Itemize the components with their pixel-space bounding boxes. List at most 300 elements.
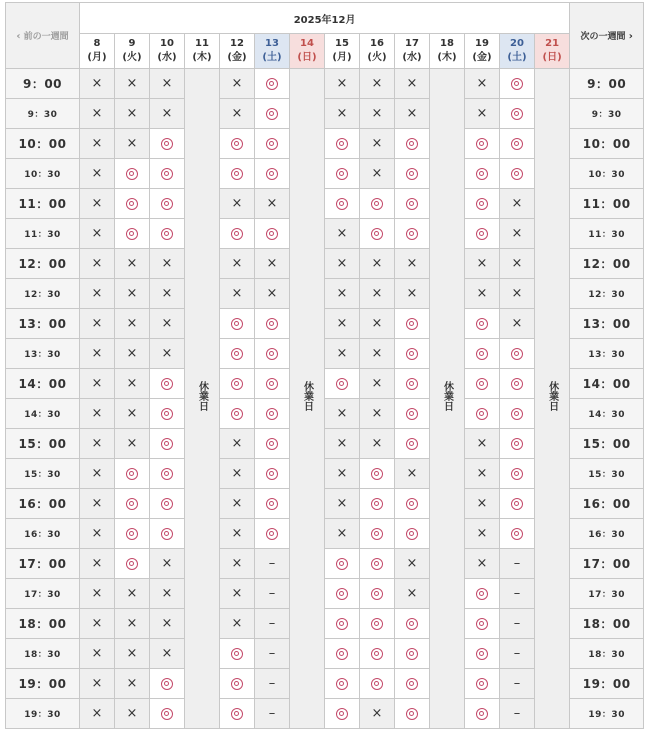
double-circle-icon: [231, 408, 243, 420]
day-header-9: [115, 34, 150, 69]
slot-full: ×: [220, 279, 255, 309]
slot-full: ×: [395, 69, 430, 99]
slot-available[interactable]: [150, 669, 185, 699]
slot-full: ×: [360, 249, 395, 279]
double-circle-icon: [161, 468, 173, 480]
slot-unavailable: –: [500, 579, 535, 609]
slot-available[interactable]: [220, 309, 255, 339]
slot-available[interactable]: [360, 459, 395, 489]
double-circle-icon: [476, 318, 488, 330]
time-label-left: 9：30: [6, 99, 80, 129]
slot-available[interactable]: [395, 189, 430, 219]
slot-full: ×: [80, 249, 115, 279]
slot-available[interactable]: [220, 699, 255, 729]
slot-available[interactable]: [465, 609, 500, 639]
slot-available[interactable]: [220, 399, 255, 429]
time-label-left: 18：00: [6, 609, 80, 639]
slot-full: ×: [115, 399, 150, 429]
slot-available[interactable]: [325, 609, 360, 639]
double-circle-icon: [126, 168, 138, 180]
slot-full: ×: [465, 429, 500, 459]
double-circle-icon: [511, 378, 523, 390]
slot-full: ×: [115, 429, 150, 459]
slot-available[interactable]: [500, 399, 535, 429]
slot-available[interactable]: [150, 219, 185, 249]
slot-full: ×: [150, 339, 185, 369]
slot-available[interactable]: [500, 69, 535, 99]
double-circle-icon: [406, 348, 418, 360]
slot-full: ×: [465, 489, 500, 519]
slot-available[interactable]: [360, 639, 395, 669]
slot-available[interactable]: [465, 309, 500, 339]
slot-full: ×: [325, 279, 360, 309]
double-circle-icon: [406, 318, 418, 330]
time-row: [6, 69, 644, 99]
day-header-10: [150, 34, 185, 69]
slot-available[interactable]: [220, 669, 255, 699]
slot-full: ×: [150, 639, 185, 669]
double-circle-icon: [126, 558, 138, 570]
day-header-13: [255, 34, 290, 69]
double-circle-icon: [161, 528, 173, 540]
slot-available[interactable]: [150, 699, 185, 729]
slot-available[interactable]: [465, 159, 500, 189]
slot-unavailable: –: [500, 699, 535, 729]
time-label-left: 15：00: [6, 429, 80, 459]
double-circle-icon: [476, 378, 488, 390]
time-label-right: 11：30: [570, 219, 644, 249]
slot-full: ×: [500, 189, 535, 219]
double-circle-icon: [406, 678, 418, 690]
time-label-right: 9：30: [570, 99, 644, 129]
double-circle-icon: [406, 198, 418, 210]
double-circle-icon: [406, 618, 418, 630]
slot-available[interactable]: [500, 489, 535, 519]
day-header-12: [220, 34, 255, 69]
double-circle-icon: [406, 378, 418, 390]
slot-available[interactable]: [220, 159, 255, 189]
slot-available[interactable]: [465, 219, 500, 249]
slot-available[interactable]: [500, 159, 535, 189]
double-circle-icon: [161, 498, 173, 510]
double-circle-icon: [371, 558, 383, 570]
next-week-label: 次の一週間: [580, 32, 626, 42]
slot-available[interactable]: [115, 219, 150, 249]
time-label-right: 17：00: [570, 549, 644, 579]
slot-available[interactable]: [465, 639, 500, 669]
double-circle-icon: [336, 558, 348, 570]
double-circle-icon: [161, 198, 173, 210]
slot-available[interactable]: [500, 99, 535, 129]
slot-full: ×: [325, 219, 360, 249]
slot-full: ×: [80, 429, 115, 459]
slot-available[interactable]: [150, 159, 185, 189]
slot-available[interactable]: [465, 579, 500, 609]
slot-full: ×: [360, 369, 395, 399]
slot-available[interactable]: [115, 159, 150, 189]
slot-available[interactable]: [395, 339, 430, 369]
slot-full: ×: [465, 279, 500, 309]
slot-available[interactable]: [395, 639, 430, 669]
day-number: 14: [300, 38, 314, 49]
closed-day-14: [290, 69, 325, 729]
slot-available[interactable]: [255, 129, 290, 159]
day-header-21: [535, 34, 570, 69]
slot-full: ×: [220, 429, 255, 459]
double-circle-icon: [266, 468, 278, 480]
day-header-19: [465, 34, 500, 69]
slot-available[interactable]: [500, 519, 535, 549]
slot-available[interactable]: [115, 459, 150, 489]
slot-available[interactable]: [395, 399, 430, 429]
slot-full: ×: [325, 429, 360, 459]
day-header-20: [500, 34, 535, 69]
chevron-right-icon: ›: [628, 31, 633, 42]
time-label-left: 12：30: [6, 279, 80, 309]
time-label-left: 19：30: [6, 699, 80, 729]
slot-available[interactable]: [220, 219, 255, 249]
double-circle-icon: [336, 678, 348, 690]
slot-available[interactable]: [500, 369, 535, 399]
double-circle-icon: [371, 198, 383, 210]
slot-available[interactable]: [115, 519, 150, 549]
day-weekday: (金): [472, 52, 492, 63]
slot-available[interactable]: [395, 669, 430, 699]
slot-available[interactable]: [325, 669, 360, 699]
slot-full: ×: [465, 549, 500, 579]
double-circle-icon: [266, 138, 278, 150]
slot-available[interactable]: [465, 189, 500, 219]
double-circle-icon: [266, 528, 278, 540]
double-circle-icon: [511, 168, 523, 180]
slot-available[interactable]: [500, 129, 535, 159]
slot-available[interactable]: [220, 369, 255, 399]
slot-available[interactable]: [150, 459, 185, 489]
slot-available[interactable]: [150, 429, 185, 459]
slot-available[interactable]: [150, 369, 185, 399]
slot-available[interactable]: [325, 159, 360, 189]
double-circle-icon: [231, 168, 243, 180]
slot-full: ×: [115, 99, 150, 129]
double-circle-icon: [406, 138, 418, 150]
double-circle-icon: [406, 528, 418, 540]
slot-available[interactable]: [325, 549, 360, 579]
slot-available[interactable]: [255, 429, 290, 459]
time-label-right: 10：00: [570, 129, 644, 159]
slot-full: ×: [220, 99, 255, 129]
double-circle-icon: [161, 228, 173, 240]
slot-full: ×: [360, 159, 395, 189]
double-circle-icon: [371, 678, 383, 690]
slot-full: ×: [150, 609, 185, 639]
slot-full: ×: [220, 519, 255, 549]
slot-available[interactable]: [395, 219, 430, 249]
slot-full: ×: [80, 339, 115, 369]
slot-available[interactable]: [395, 129, 430, 159]
slot-full: ×: [80, 189, 115, 219]
slot-available[interactable]: [395, 159, 430, 189]
slot-available[interactable]: [395, 699, 430, 729]
slot-available[interactable]: [150, 399, 185, 429]
slot-available[interactable]: [255, 459, 290, 489]
slot-available[interactable]: [115, 549, 150, 579]
time-label-left: 17：00: [6, 549, 80, 579]
day-weekday: (水): [157, 52, 177, 63]
double-circle-icon: [231, 318, 243, 330]
slot-full: ×: [150, 579, 185, 609]
slot-available[interactable]: [465, 669, 500, 699]
slot-full: ×: [80, 369, 115, 399]
double-circle-icon: [511, 108, 523, 120]
slot-available[interactable]: [395, 609, 430, 639]
slot-available[interactable]: [360, 609, 395, 639]
double-circle-icon: [126, 198, 138, 210]
slot-full: ×: [395, 99, 430, 129]
day-weekday: (木): [437, 52, 457, 63]
double-circle-icon: [336, 168, 348, 180]
slot-available[interactable]: [255, 369, 290, 399]
slot-full: ×: [115, 669, 150, 699]
double-circle-icon: [266, 228, 278, 240]
slot-full: ×: [465, 69, 500, 99]
slot-available[interactable]: [360, 519, 395, 549]
month-header: 2025年12月: [80, 3, 570, 34]
closed-label: 休業日: [196, 380, 208, 411]
slot-full: ×: [80, 159, 115, 189]
double-circle-icon: [371, 468, 383, 480]
slot-full: ×: [360, 309, 395, 339]
slot-available[interactable]: [220, 129, 255, 159]
slot-unavailable: –: [255, 639, 290, 669]
time-label-right: 14：00: [570, 369, 644, 399]
day-number: 12: [230, 38, 244, 49]
double-circle-icon: [231, 378, 243, 390]
slot-full: ×: [325, 249, 360, 279]
double-circle-icon: [161, 678, 173, 690]
slot-full: ×: [500, 219, 535, 249]
time-label-left: 16：30: [6, 519, 80, 549]
time-label-left: 13：30: [6, 339, 80, 369]
slot-unavailable: –: [500, 549, 535, 579]
day-weekday: (金): [227, 52, 247, 63]
double-circle-icon: [476, 708, 488, 720]
slot-available[interactable]: [465, 399, 500, 429]
double-circle-icon: [476, 408, 488, 420]
slot-available[interactable]: [360, 489, 395, 519]
slot-available[interactable]: [255, 339, 290, 369]
slot-available[interactable]: [220, 339, 255, 369]
double-circle-icon: [476, 348, 488, 360]
time-label-right: 14：30: [570, 399, 644, 429]
next-week-button[interactable]: [570, 3, 644, 69]
double-circle-icon: [371, 228, 383, 240]
slot-available[interactable]: [325, 579, 360, 609]
slot-full: ×: [500, 249, 535, 279]
day-header-14: [290, 34, 325, 69]
slot-available[interactable]: [115, 189, 150, 219]
slot-full: ×: [80, 129, 115, 159]
slot-full: ×: [325, 519, 360, 549]
slot-available[interactable]: [150, 489, 185, 519]
double-circle-icon: [406, 408, 418, 420]
double-circle-icon: [476, 138, 488, 150]
slot-available[interactable]: [360, 669, 395, 699]
slot-available[interactable]: [255, 99, 290, 129]
closed-label: 休業日: [546, 380, 558, 411]
closed-label: 休業日: [441, 380, 453, 411]
slot-full: ×: [80, 639, 115, 669]
slot-full: ×: [360, 99, 395, 129]
slot-unavailable: –: [255, 609, 290, 639]
double-circle-icon: [406, 228, 418, 240]
day-number: 21: [545, 38, 560, 49]
slot-full: ×: [150, 549, 185, 579]
slot-available[interactable]: [255, 219, 290, 249]
double-circle-icon: [476, 648, 488, 660]
slot-available[interactable]: [360, 219, 395, 249]
slot-available[interactable]: [325, 639, 360, 669]
slot-available[interactable]: [150, 519, 185, 549]
day-number: 11: [195, 38, 209, 49]
slot-full: ×: [115, 639, 150, 669]
slot-full: ×: [80, 69, 115, 99]
slot-full: ×: [360, 279, 395, 309]
slot-full: ×: [150, 99, 185, 129]
slot-unavailable: –: [255, 669, 290, 699]
day-weekday: (土): [262, 52, 282, 63]
slot-available[interactable]: [500, 459, 535, 489]
time-label-right: 13：30: [570, 339, 644, 369]
slot-full: ×: [115, 699, 150, 729]
slot-unavailable: –: [255, 699, 290, 729]
double-circle-icon: [406, 648, 418, 660]
slot-available[interactable]: [395, 369, 430, 399]
slot-available[interactable]: [325, 699, 360, 729]
closed-label: 休業日: [301, 380, 313, 411]
slot-available[interactable]: [150, 189, 185, 219]
day-number: 18: [440, 38, 454, 49]
double-circle-icon: [266, 408, 278, 420]
double-circle-icon: [126, 498, 138, 510]
double-circle-icon: [161, 138, 173, 150]
time-label-right: 15：30: [570, 459, 644, 489]
double-circle-icon: [161, 408, 173, 420]
slot-full: ×: [325, 99, 360, 129]
time-label-left: 14：30: [6, 399, 80, 429]
slot-full: ×: [220, 189, 255, 219]
slot-available[interactable]: [325, 129, 360, 159]
slot-full: ×: [150, 309, 185, 339]
slot-available[interactable]: [360, 579, 395, 609]
time-label-right: 10：30: [570, 159, 644, 189]
double-circle-icon: [511, 138, 523, 150]
time-label-right: 18：30: [570, 639, 644, 669]
double-circle-icon: [231, 648, 243, 660]
slot-available[interactable]: [360, 549, 395, 579]
day-header-8: [80, 34, 115, 69]
slot-full: ×: [395, 279, 430, 309]
slot-full: ×: [465, 519, 500, 549]
double-circle-icon: [476, 588, 488, 600]
double-circle-icon: [511, 468, 523, 480]
slot-full: ×: [80, 399, 115, 429]
slot-available[interactable]: [255, 159, 290, 189]
double-circle-icon: [266, 78, 278, 90]
slot-available[interactable]: [500, 339, 535, 369]
slot-full: ×: [150, 249, 185, 279]
slot-available[interactable]: [255, 399, 290, 429]
slot-full: ×: [80, 309, 115, 339]
slot-full: ×: [360, 129, 395, 159]
slot-available[interactable]: [500, 429, 535, 459]
slot-available[interactable]: [395, 429, 430, 459]
slot-full: ×: [80, 669, 115, 699]
day-weekday: (日): [297, 52, 317, 63]
day-weekday: (土): [507, 52, 527, 63]
slot-available[interactable]: [150, 129, 185, 159]
slot-available[interactable]: [465, 699, 500, 729]
slot-full: ×: [325, 459, 360, 489]
double-circle-icon: [406, 498, 418, 510]
double-circle-icon: [266, 108, 278, 120]
double-circle-icon: [371, 588, 383, 600]
slot-available[interactable]: [465, 369, 500, 399]
day-header-17: [395, 34, 430, 69]
slot-full: ×: [220, 459, 255, 489]
time-label-right: 9：00: [570, 69, 644, 99]
day-header-18: [430, 34, 465, 69]
slot-available[interactable]: [395, 309, 430, 339]
slot-full: ×: [395, 549, 430, 579]
slot-available[interactable]: [255, 69, 290, 99]
slot-full: ×: [220, 69, 255, 99]
day-number: 17: [405, 38, 419, 49]
time-label-right: 17：30: [570, 579, 644, 609]
slot-available[interactable]: [255, 489, 290, 519]
slot-available[interactable]: [255, 309, 290, 339]
prev-week-button[interactable]: [6, 3, 80, 69]
slot-available[interactable]: [465, 129, 500, 159]
slot-full: ×: [80, 549, 115, 579]
double-circle-icon: [476, 678, 488, 690]
slot-full: ×: [360, 429, 395, 459]
slot-available[interactable]: [395, 519, 430, 549]
slot-unavailable: –: [255, 549, 290, 579]
slot-available[interactable]: [325, 369, 360, 399]
day-number: 19: [475, 38, 489, 49]
slot-available[interactable]: [220, 639, 255, 669]
slot-full: ×: [115, 579, 150, 609]
slot-full: ×: [500, 279, 535, 309]
slot-full: ×: [115, 609, 150, 639]
slot-available[interactable]: [115, 489, 150, 519]
closed-day-21: [535, 69, 570, 729]
slot-available[interactable]: [465, 339, 500, 369]
slot-full: ×: [255, 189, 290, 219]
double-circle-icon: [406, 168, 418, 180]
slot-available[interactable]: [395, 489, 430, 519]
slot-full: ×: [80, 699, 115, 729]
day-weekday: (火): [122, 52, 142, 63]
slot-available[interactable]: [360, 189, 395, 219]
double-circle-icon: [161, 438, 173, 450]
double-circle-icon: [266, 438, 278, 450]
double-circle-icon: [266, 378, 278, 390]
day-number: 16: [370, 38, 384, 49]
double-circle-icon: [161, 168, 173, 180]
slot-available[interactable]: [255, 519, 290, 549]
slot-available[interactable]: [325, 189, 360, 219]
